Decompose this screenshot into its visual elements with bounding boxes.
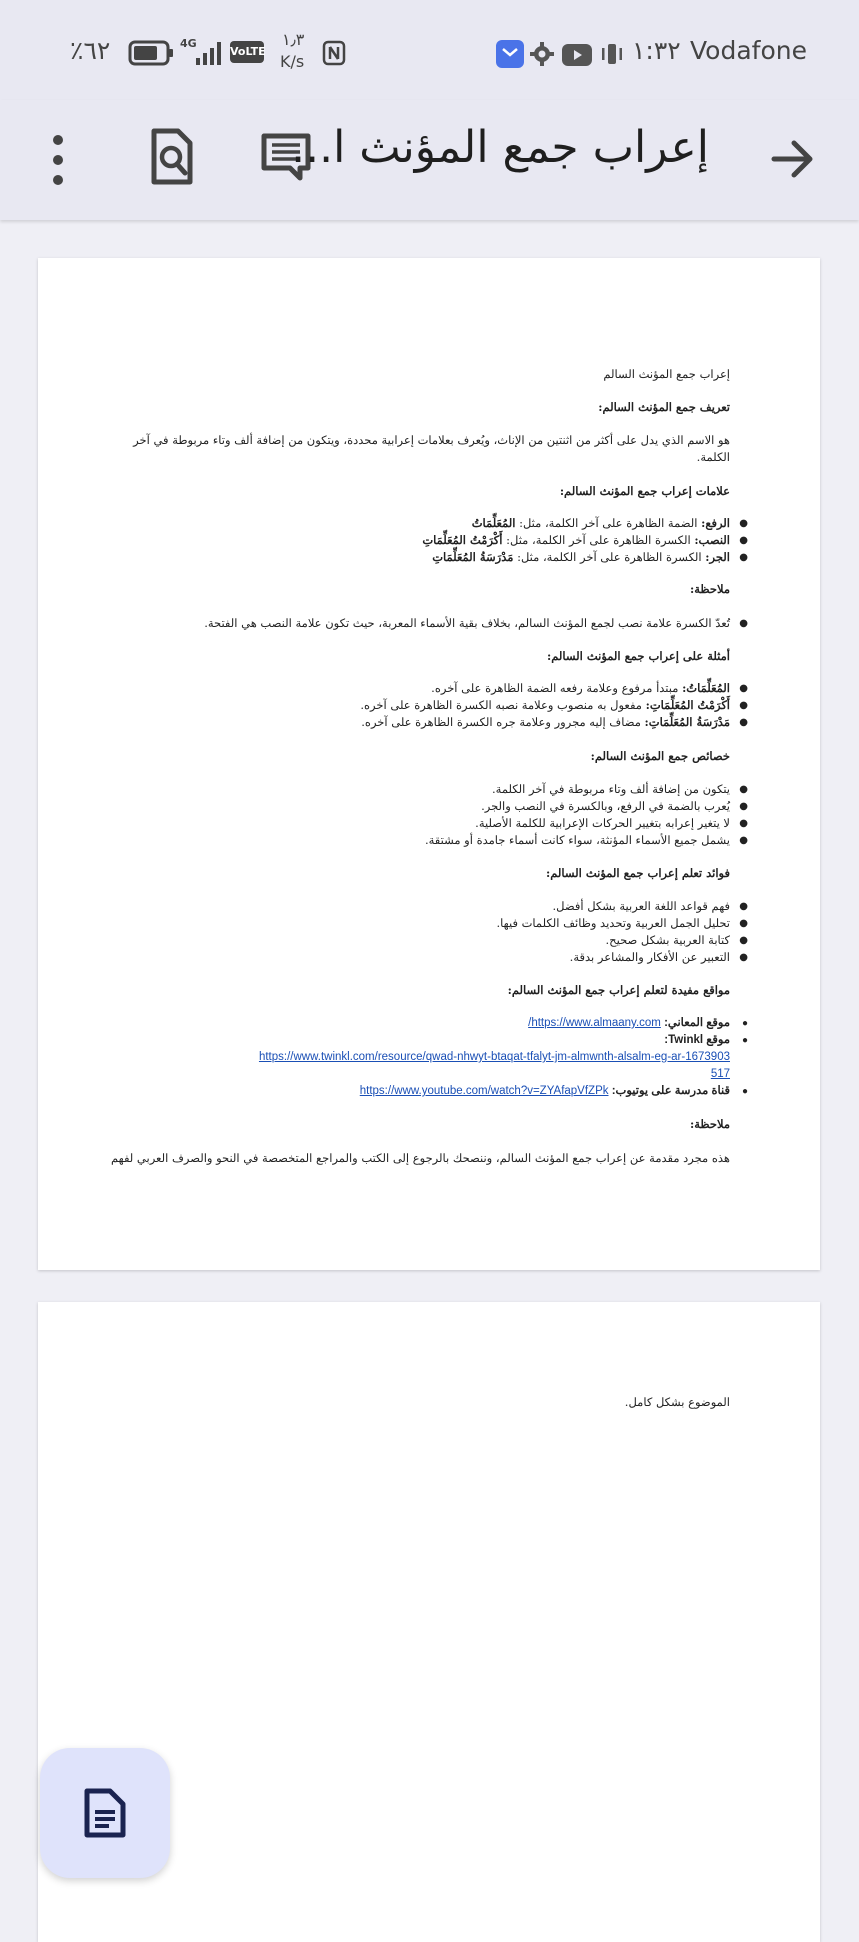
bullet: ● [739, 818, 748, 829]
list-item: ● قناة مدرسة على يوتيوب: https://www.youtube.com/watch?v=ZYAfapVfZPk [360, 1083, 730, 1100]
signs-heading: علامات إعراب جمع المؤنث السالم: [559, 484, 730, 498]
carrier-name: Vodafone [690, 36, 807, 65]
list-item: ● تحليل الجمل العربية وتحديد وظائف الكلمات فيها. [496, 916, 748, 930]
bullet: ● [739, 935, 748, 946]
list-item: ● لا يتغير إعرابه بتغيير الحركات الإعرابية للكلمة الأصلية. [475, 816, 748, 830]
more-vert-icon[interactable] [40, 130, 76, 190]
bullet: ● [739, 901, 748, 912]
bullet: ● [739, 952, 748, 963]
arrow-forward-icon[interactable] [770, 136, 816, 182]
bullet: ● [741, 1035, 748, 1046]
clock: ١:٣٢ [632, 36, 681, 65]
twinkl-link-continued[interactable]: 517 [710, 1068, 730, 1080]
note-heading: ملاحظة: [690, 582, 730, 596]
bullet: ● [739, 618, 748, 629]
bullet: ● [739, 552, 748, 563]
bullet: ● [741, 1086, 748, 1097]
sites-heading: مواقع مفيدة لتعلم إعراب جمع المؤنث السالم: [507, 983, 730, 997]
list-item: ● المُعَلِّمَاتُ: مبتدأ مرفوع وعلامة رفعه الضمة الظاهرة على آخره. [431, 681, 748, 695]
list-item: ● يُعرب بالضمة في الرفع، وبالكسرة في النصب والجر. [481, 799, 748, 813]
definition-heading: تعريف جمع المؤنث السالم: [598, 400, 730, 414]
document-title: إعراب جمع المؤنث ا... [291, 122, 709, 173]
document-icon [84, 1788, 126, 1838]
bullet: ● [739, 700, 748, 711]
speed-value: ١٫٣ [282, 30, 305, 49]
bullet: ● [739, 683, 748, 694]
list-item: ● النصب: الكسرة الظاهرة على آخر الكلمة، مثل: أَكْرَمْتُ المُعَلِّمَاتِ [422, 533, 748, 547]
note2-heading: ملاحظة: [690, 1117, 730, 1131]
network-type: 4G [180, 37, 197, 50]
battery-percent: ٪٦٢ [70, 36, 111, 65]
note2-text: هذه مجرد مقدمة عن إعراب جمع المؤنث السالم، وننصحك بالرجوع إلى الكتب والمراجع المتخصصة في النحو والصرف العربي لفهم [110, 1151, 730, 1165]
bullet: ● [739, 518, 748, 529]
list-item: ● موقع المعاني: https://www.almaany.com/ [528, 1015, 730, 1032]
list-item: ● أَكْرَمْتُ المُعَلِّمَاتِ: مفعول به منصوب وعلامة نصبه الكسرة الظاهرة على آخره. [360, 698, 748, 712]
examples-heading: أمثلة على إعراب جمع المؤنث السالم: [546, 649, 730, 663]
bullet: ● [739, 535, 748, 546]
twinkl-link[interactable]: https://www.twinkl.com/resource/qwad-nhwyt-btaqat-tfalyt-jm-almwnth-alsalm-eg-ar-1673903 [258, 1051, 730, 1063]
list-item: ● يتكون من إضافة ألف وتاء مربوطة في آخر الكلمة. [492, 782, 748, 796]
list-item: ● كتابة العربية بشكل صحيح. [605, 933, 748, 947]
page2-text: الموضوع بشكل كامل. [624, 1395, 730, 1409]
document-outline-button[interactable] [40, 1748, 170, 1878]
list-item: ● مَدْرَسَةُ المُعَلِّمَاتِ: مضاف إليه مجرور وعلامة جره الكسرة الظاهرة على آخره. [361, 715, 748, 729]
volte-badge: VoLTE [230, 41, 264, 63]
bullet: ● [739, 835, 748, 846]
bullet: ● [739, 717, 748, 728]
list-item: ● التعبير عن الأفكار والمشاعر بدقة. [569, 950, 748, 964]
list-item: ● يشمل جميع الأسماء المؤنثة، سواء كانت أسماء جامدة أو مشتقة. [424, 833, 748, 847]
speed-unit: K/s [280, 52, 305, 71]
list-item: ● فهم قواعد اللغة العربية بشكل أفضل. [552, 899, 748, 913]
benefits-heading: فوائد تعلم إعراب جمع المؤنث السالم: [545, 866, 730, 880]
definition-line-2: الكلمة. [696, 450, 730, 464]
bullet: ● [741, 1018, 748, 1029]
bullet: ● [739, 784, 748, 795]
list-item: ● تُعدّ الكسرة علامة نصب لجمع المؤنث السالم، بخلاف بقية الأسماء المعربة، حيث تكون علامة النصب هي الفتحة. [204, 616, 748, 630]
definition-line-1: هو الاسم الذي يدل على أكثر من اثنتين من الإناث، ويُعرف بعلامات إعرابية محددة، ويتكون من إضافة ألف وتاء مربوطة في آخر [133, 433, 730, 447]
doc-title: إعراب جمع المؤنث السالم [603, 367, 730, 381]
list-item: ● الرفع: الضمة الظاهرة على آخر الكلمة، مثل: المُعَلِّمَاتُ [471, 516, 748, 530]
list-item: ● موقع Twinkl: [664, 1032, 730, 1049]
youtube-link[interactable]: https://www.youtube.com/watch?v=ZYAfapVfZPk [359, 1085, 609, 1097]
features-heading: خصائص جمع المؤنث السالم: [590, 749, 730, 763]
almaany-link[interactable]: https://www.almaany.com/ [528, 1017, 661, 1029]
bullet: ● [739, 918, 748, 929]
document-content [110, 0, 748, 1920]
bullet: ● [739, 801, 748, 812]
list-item: ● الجر: الكسرة الظاهرة على آخر الكلمة، مثل: مَدْرَسَةُ المُعَلِّمَاتِ [432, 550, 748, 564]
